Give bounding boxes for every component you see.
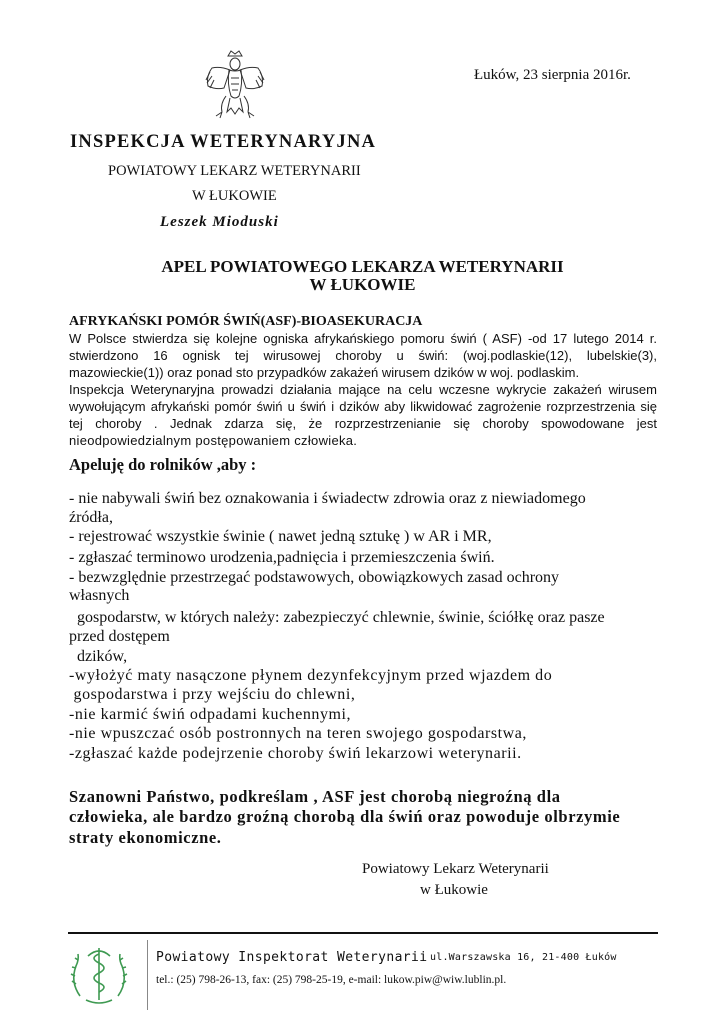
paragraph-line: wywołującym afrykański pomór świń u świń i dzików aby likwidować zagrożenie rozprzestrzenia się xyxy=(69,399,657,414)
footer-contact: tel.: (25) 798-26-13, fax: (25) 798-25-19, e-mail: lukow.piw@wiw.lublin.pl. xyxy=(156,974,507,986)
document-title-line2: W ŁUKOWIE xyxy=(309,275,416,294)
officer-name: Leszek Mioduski xyxy=(160,214,279,230)
appeal-line: gospodarstw, w których należy: zabezpieczyć chlewnie, świnie, ściółkę oraz pasze xyxy=(69,609,605,626)
organization-title: INSPEKCJA WETERYNARYJNA xyxy=(70,132,377,152)
paragraph-line: mazowieckie(1)) oraz ponad sto przypadków zakażeń wirusem dzików w woj. podlaskim. xyxy=(69,365,580,380)
paragraph-line: W Polsce stwierdza się kolejne ogniska afrykańskiego pomoru świń ( ASF) -od 17 lutego 2014 r. xyxy=(69,331,657,346)
closing-statement-line: straty ekonomiczne. xyxy=(69,828,222,847)
appeal-line: dzików, xyxy=(69,648,128,665)
eagle-emblem-icon xyxy=(202,48,268,122)
paragraph-line: stwierdzono 16 ognisk tej wirusowej choroby u świń: (woj.podlaskie(12), lubelskie(3), xyxy=(69,348,657,363)
appeal-line: - nie nabywali świń bez oznakowania i świadectw zdrowia oraz z niewiadomego xyxy=(69,490,586,507)
appeal-line: przed dostępem xyxy=(69,628,170,645)
veterinary-logo-icon xyxy=(66,938,132,1010)
closing-statement-line: Szanowni Państwo, podkreślam , ASF jest chorobą niegroźną dla xyxy=(69,787,561,806)
paragraph-line: Inspekcja Weterynaryjna prowadzi działania mające na celu wczesne wykrycie zakażeń wirusem xyxy=(69,382,657,397)
appeal-line: -zgłaszać każde podejrzenie choroby świń lekarzowi weterynarii. xyxy=(69,745,522,762)
appeal-line: własnych xyxy=(69,587,130,604)
signature-title: Powiatowy Lekarz Weterynarii xyxy=(362,861,549,877)
document-title-line1: APEL POWIATOWEGO LEKARZA WETERYNARII xyxy=(161,257,564,276)
place-date: Łuków, 23 sierpnia 2016r. xyxy=(474,67,631,83)
appeal-line: -nie karmić świń odpadami kuchennymi, xyxy=(69,706,352,723)
appeal-heading: Apeluję do rolników ,aby : xyxy=(69,455,257,474)
signature-location: w Łukowie xyxy=(420,882,488,898)
paragraph-line: tej choroby . Jednak zdarza się, że rozprzestrzenianie się choroby spowodowane jest xyxy=(69,416,657,431)
appeal-line: -nie wpuszczać osób postronnych na teren swojego gospodarstwa, xyxy=(69,725,527,742)
footer-office-name: Powiatowy Inspektorat Weterynarii xyxy=(156,950,428,965)
section-heading: AFRYKAŃSKI POMÓR ŚWIŃ(ASF)-BIOASEKURACJA xyxy=(69,314,423,329)
appeal-line: gospodarstwa i przy wejściu do chlewni, xyxy=(69,686,356,703)
footer-divider xyxy=(68,932,658,934)
footer-address: ul.Warszawska 16, 21-400 Łuków xyxy=(430,952,617,963)
closing-statement-line: człowieka, ale bardzo groźną chorobą dla świń oraz powoduje olbrzymie xyxy=(69,807,621,826)
organization-subtitle: POWIATOWY LEKARZ WETERYNARII xyxy=(108,163,361,179)
appeal-line: - bezwzględnie przestrzegać podstawowych, obowiązkowych zasad ochrony xyxy=(69,569,560,586)
appeal-line: - zgłaszać terminowo urodzenia,padnięcia i przemieszczenia świń. xyxy=(69,549,495,566)
paragraph-line: nieodpowiedzialnym postępowaniem człowieka. xyxy=(69,433,358,448)
footer-vertical-divider xyxy=(147,940,148,1010)
appeal-line: źródła, xyxy=(69,509,113,526)
organization-location: W ŁUKOWIE xyxy=(192,188,277,204)
appeal-line: -wyłożyć maty nasączone płynem dezynfekcyjnym przed wjazdem do xyxy=(69,667,553,684)
appeal-line: - rejestrować wszystkie świnie ( nawet jedną sztukę ) w AR i MR, xyxy=(69,528,492,545)
